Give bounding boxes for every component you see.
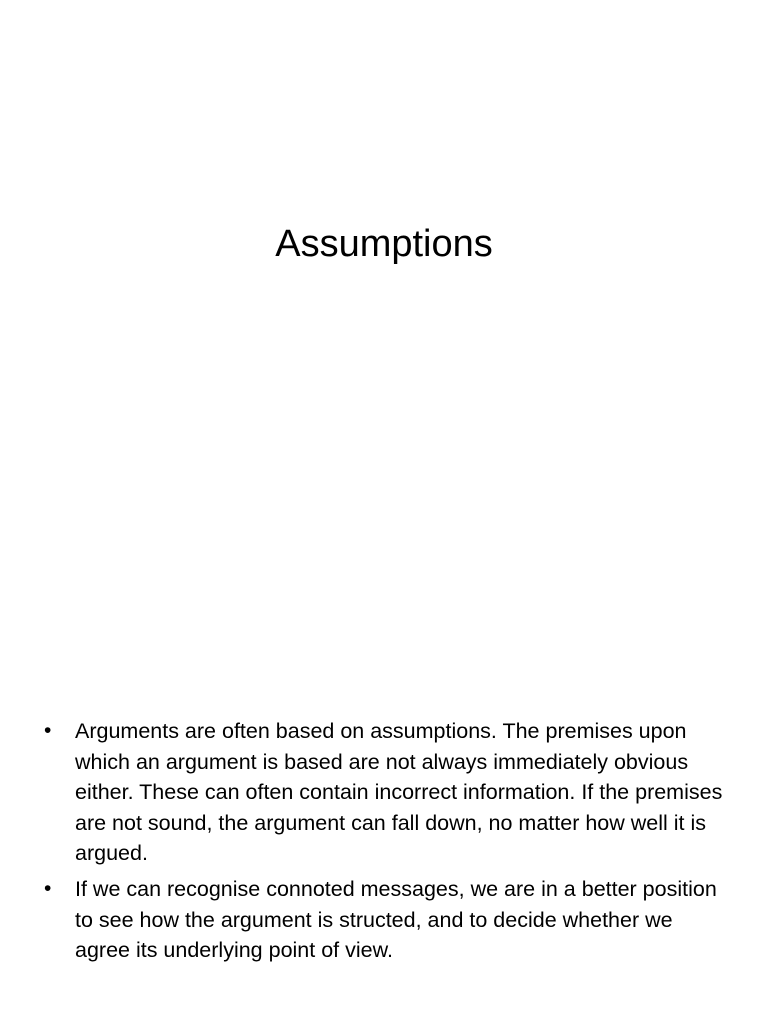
bullet-list bbox=[40, 716, 730, 971]
bullet-dot-icon: • bbox=[44, 876, 52, 900]
bullet-dot-icon: • bbox=[44, 719, 52, 742]
bullet-item bbox=[40, 874, 730, 966]
slide-title: Assumptions bbox=[275, 223, 493, 265]
bullet-text: Arguments are often based on assumptions. The premises upon which an argument is based are not always immediately obvious either. These can often contain incorrect information. If the premises are not sound, the argument can fall down, no matter how well it is argued. bbox=[75, 719, 723, 866]
bullet-text: If we can recognise connoted messages, we are in a better position to see how the argument is structed, and to decide whether we agree its underlying point of view. bbox=[75, 876, 717, 963]
bullet-item bbox=[40, 716, 730, 869]
